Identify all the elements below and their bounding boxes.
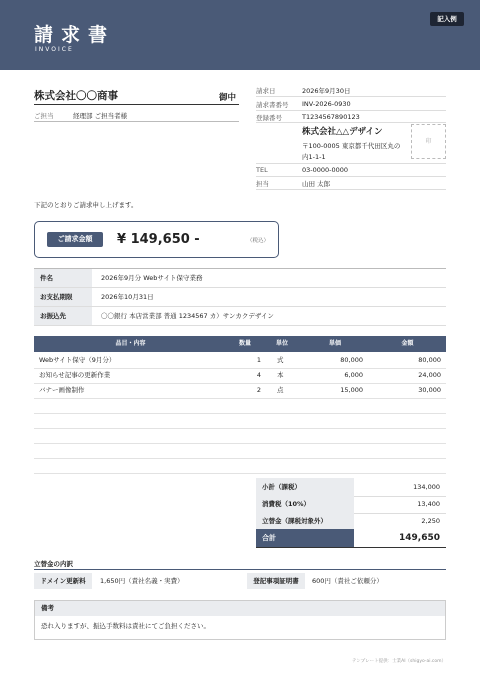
meta-divider [256,189,446,190]
registration-value: T1234567890123 [302,113,360,121]
col-amount: 金額 [401,340,414,347]
client-name: 株式会社〇〇商事 [34,90,118,102]
col-qty: 数量 [238,340,251,347]
table-row-divider [34,473,446,474]
bank-label: お振込先 [34,307,92,325]
greeting-text: 下記のとおりご請求申し上げます。 [34,201,138,209]
table-row-item: お知らせ記事の更新作業 [39,371,111,379]
table-row-divider [34,413,446,414]
total-label: ご請求金額 [47,232,103,247]
invoice-date-value: 2026年9月30日 [302,87,351,95]
template-credit: テンプレート提供：士業AI（shigyo-ai.com） [352,659,446,664]
page-subtitle: INVOICE [35,46,74,53]
subject-label: 件名 [34,269,92,287]
tel-value: 03-0000-0000 [302,166,349,174]
subtotal-label: 小計（課税） [256,478,354,496]
table-row-qty: 4 [256,371,261,379]
table-row-price: 15,000 [340,386,363,394]
subject-row [34,269,446,288]
page-title: 請求書 [34,24,116,46]
table-row-divider [34,443,446,444]
table-row-unit: 点 [277,386,284,394]
due-value: 2026年10月31日 [101,293,154,301]
table-row-item: バナー画像制作 [39,386,85,394]
due-label: お支払期限 [34,288,92,306]
table-row-unit: 本 [277,371,284,379]
table-row-item: Webサイト保守（9月分） [39,356,116,364]
col-item: 品目・内容 [115,340,146,347]
advances-title: 立替金の内訳 [34,560,73,568]
meta-divider [256,122,446,123]
tax-included-note: （税込） [247,238,270,244]
subtotal-value: 134,000 [413,483,440,491]
table-row-qty: 1 [256,356,261,364]
advance-item2-label: 登記事項証明書 [247,573,305,589]
table-row-unit: 式 [277,356,284,364]
grand-total-label: 合計 [256,529,354,547]
contact-value: 経理部 ご担当者様 [73,112,128,120]
table-row-price: 80,000 [340,356,363,364]
contact-underline [34,121,239,122]
advance-item1-value: 1,650円（責社名義・実費） [100,577,184,585]
due-row [34,288,446,307]
total-amount: ¥ 149,650 - [117,232,200,247]
col-unit: 単位 [275,340,288,347]
client-underline [34,104,239,105]
advances-divider [34,569,446,570]
registration-label: 登録番号 [256,114,282,122]
invoice-number-value: INV-2026-0930 [302,100,351,108]
table-row-divider [34,428,446,429]
contact-label: ご担当 [34,112,54,120]
advance-value: 2,250 [421,517,440,525]
col-price: 単価 [328,340,341,347]
issuer-address-line2: 内1-1-1 [302,153,326,161]
meta-divider [256,110,446,111]
grand-total-value: 149,650 [399,533,440,543]
tax-value: 13,400 [417,500,440,508]
table-row-amount: 80,000 [418,356,441,364]
tel-label: TEL [256,166,268,174]
advance-item1-label: ドメイン更新料 [34,573,92,589]
person-label: 担当 [256,180,269,188]
table-row-qty: 2 [256,386,261,394]
invoice-date-label: 請求日 [256,87,276,95]
seal-placeholder: 印 [425,138,432,145]
advance-item2-value: 600円（責社ご依頼分） [312,577,383,585]
notes-label: 備考 [35,601,445,616]
bank-value: 〇〇銀行 本店営業部 普通 1234567 カ）サンカクデザイン [101,312,274,320]
issuer-name: 株式会社△△デザイン [302,127,383,137]
subject-value: 2026年9月分 Webサイト保守業務 [101,274,203,282]
person-value: 山田 太郎 [302,180,331,188]
meta-divider [256,96,446,97]
invoice-number-label: 請求書番号 [256,101,289,109]
meta-divider [256,163,446,164]
example-badge: 記入例 [430,12,464,26]
table-row-divider [34,458,446,459]
advance-label: 立替金（課税対象外） [256,512,354,530]
grand-total-underline [256,547,446,548]
table-row-amount: 30,000 [418,386,441,394]
client-suffix: 御中 [219,93,237,103]
tax-label: 消費税（10%） [256,495,354,513]
table-row-price: 6,000 [344,371,363,379]
meta-divider [256,176,446,177]
notes-body: 恐れ入りますが、振込手数料は責社にてご負担ください。 [41,622,210,630]
issuer-address-line1: 〒100-0005 東京都千代田区丸の [302,142,401,150]
table-row-amount: 24,000 [418,371,441,379]
table-row-divider [34,398,446,399]
